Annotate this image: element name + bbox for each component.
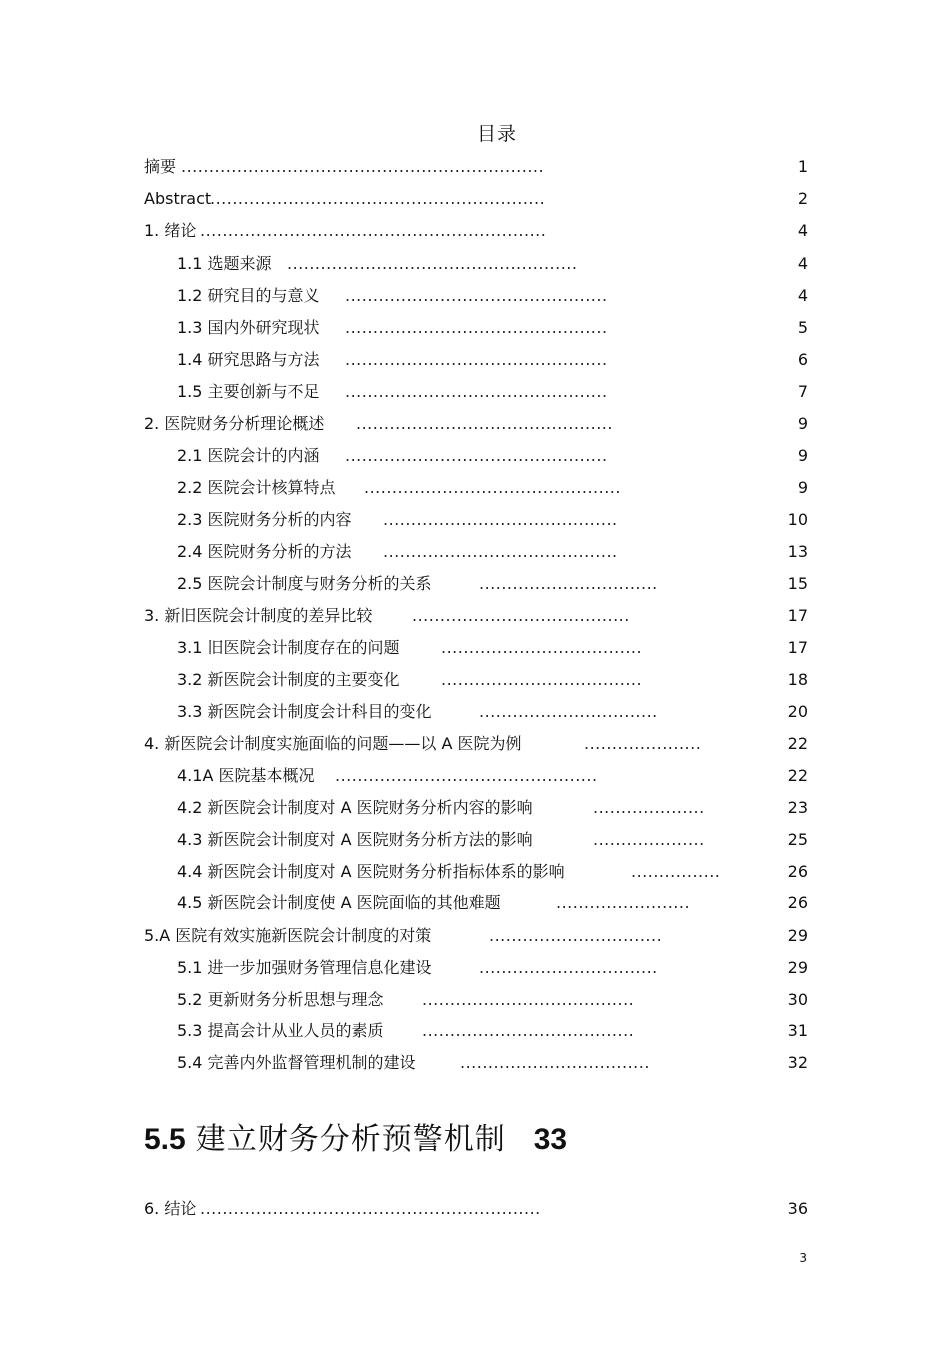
toc-entry-title: 4.2 新医院会计制度对 A 医院财务分析内容的影响 — [177, 798, 533, 817]
toc-entry-title: 6. 结论 — [144, 1199, 197, 1218]
toc-entry-page: 9 — [797, 414, 808, 433]
toc-entry-title: 2.2 医院会计核算特点 — [177, 478, 336, 497]
toc-entry[interactable] — [177, 252, 808, 276]
toc-entry-title: 2. 医院财务分析理论概述 — [144, 414, 325, 433]
toc-entry[interactable] — [177, 764, 808, 788]
toc-entry[interactable] — [177, 508, 808, 532]
toc-entry-page: 31 — [787, 1021, 808, 1040]
toc-title: 目录 — [476, 123, 517, 145]
toc-entry-page: 36 — [787, 1199, 808, 1218]
toc-entry[interactable] — [177, 444, 808, 468]
toc-leader-dots: ........................ — [556, 893, 691, 912]
toc-entry[interactable] — [177, 572, 808, 596]
toc-entry-title: 1.3 国内外研究现状 — [177, 318, 320, 337]
toc-entry[interactable] — [177, 284, 808, 308]
toc-entry-title: 4.5 新医院会计制度使 A 医院面临的其他难题 — [177, 893, 501, 912]
toc-leader-dots: ............................................... — [345, 382, 608, 401]
toc-entry-page: 29 — [787, 926, 808, 945]
toc-entry-title: 5.3 提高会计从业人员的素质 — [177, 1021, 384, 1040]
toc-leader-dots: .......................................... — [383, 510, 618, 529]
toc-entry[interactable] — [144, 155, 808, 179]
toc-entry-page: 10 — [787, 510, 808, 529]
toc-entry-title: 2.3 医院财务分析的内容 — [177, 510, 352, 529]
toc-entry-page: 20 — [787, 702, 808, 721]
toc-entry-page: 29 — [787, 958, 808, 977]
toc-entry-page: 4 — [797, 221, 808, 240]
toc-entry-title: 1.2 研究目的与意义 — [177, 286, 320, 305]
toc-leader-dots: ............................................................. — [200, 1199, 541, 1218]
toc-entry-title: 2.4 医院财务分析的方法 — [177, 542, 352, 561]
toc-leader-dots: .............................................. — [356, 414, 613, 433]
toc-entry-page: 23 — [787, 798, 808, 817]
toc-entry[interactable] — [177, 316, 808, 340]
toc-entry-title: 2.1 医院会计的内涵 — [177, 446, 320, 465]
toc-entry-title: 4. 新医院会计制度实施面临的问题——以 A 医院为例 — [144, 734, 522, 753]
toc-entry-page: 5 — [797, 318, 808, 337]
toc-leader-dots: ............................................... — [345, 286, 608, 305]
toc-leader-dots: ................ — [631, 862, 721, 881]
toc-entry-number: 5.5 — [144, 1123, 186, 1156]
toc-entry[interactable] — [177, 348, 808, 372]
toc-entry-page: 32 — [787, 1053, 808, 1072]
toc-entry-page: 9 — [797, 446, 808, 465]
toc-entry[interactable] — [177, 476, 808, 500]
toc-entry[interactable] — [144, 412, 808, 436]
toc-leader-dots: .................................................... — [287, 254, 578, 273]
toc-entry-page: 26 — [787, 862, 808, 881]
toc-entry[interactable] — [144, 219, 808, 243]
toc-entry-title: 2.5 医院会计制度与财务分析的关系 — [177, 574, 432, 593]
toc-entry-page: 6 — [797, 350, 808, 369]
toc-entry-page: 26 — [787, 893, 808, 912]
toc-entry-title: Abstract — [144, 189, 212, 208]
toc-entry-page: 22 — [787, 734, 808, 753]
toc-leader-dots: ..................... — [584, 734, 702, 753]
toc-entry-page: 25 — [787, 830, 808, 849]
toc-leader-dots: ............................... — [489, 926, 663, 945]
toc-entry[interactable] — [177, 956, 808, 980]
toc-entry-page: 18 — [787, 670, 808, 689]
toc-entry[interactable] — [144, 187, 808, 211]
toc-leader-dots: .................................... — [441, 670, 643, 689]
toc-leader-dots: ................................ — [479, 958, 658, 977]
toc-leader-dots: .......................................... — [383, 542, 618, 561]
toc-entry[interactable] — [144, 732, 808, 756]
toc-entry-title: 1.1 选题来源 — [177, 254, 272, 273]
toc-leader-dots: ................................ — [479, 702, 658, 721]
toc-entry-page: 13 — [787, 542, 808, 561]
toc-entry-page: 15 — [787, 574, 808, 593]
toc-entry-title: 5.1 进一步加强财务管理信息化建设 — [177, 958, 432, 977]
toc-leader-dots: ............................................... — [345, 318, 608, 337]
toc-leader-dots: .................... — [593, 830, 705, 849]
toc-entry-title: 1. 绪论 — [144, 221, 197, 240]
toc-leader-dots: .................................. — [460, 1053, 650, 1072]
toc-leader-dots: .................... — [593, 798, 705, 817]
toc-entry-title: 1.5 主要创新与不足 — [177, 382, 320, 401]
toc-entry-page: 30 — [787, 990, 808, 1009]
toc-entry[interactable] — [144, 604, 808, 628]
toc-entry-title: 3.3 新医院会计制度会计科目的变化 — [177, 702, 432, 721]
toc-leader-dots: ...................................... — [422, 990, 635, 1009]
toc-leader-dots: ................................ — [479, 574, 658, 593]
toc-leader-dots: ................................................................. — [181, 157, 545, 176]
toc-entry[interactable] — [177, 988, 808, 1012]
toc-entry[interactable] — [177, 700, 808, 724]
toc-entry-5-5-large[interactable] — [144, 1118, 567, 1162]
toc-entry[interactable] — [177, 380, 808, 404]
toc-leader-dots: ....................................... — [412, 606, 630, 625]
toc-leader-dots: ............................................................ — [210, 189, 546, 208]
toc-entry-page: 17 — [787, 638, 808, 657]
toc-entry[interactable] — [177, 540, 808, 564]
toc-entry[interactable] — [177, 796, 808, 820]
toc-entry-page: 2 — [797, 189, 808, 208]
toc-entry-page: 4 — [797, 286, 808, 305]
toc-leader-dots: .............................................................. — [200, 221, 547, 240]
toc-entry-title: 5.2 更新财务分析思想与理念 — [177, 990, 384, 1009]
toc-entry-page: 7 — [797, 382, 808, 401]
toc-entry-page: 33 — [533, 1123, 568, 1156]
toc-entry-conclusion[interactable] — [144, 1197, 808, 1221]
toc-leader-dots: ...................................... — [422, 1021, 635, 1040]
toc-leader-dots: .................................... — [441, 638, 643, 657]
toc-entry-page: 22 — [787, 766, 808, 785]
toc-entry-page: 17 — [787, 606, 808, 625]
toc-leader-dots: .............................................. — [364, 478, 621, 497]
toc-entry[interactable] — [177, 860, 808, 884]
toc-entry-title: 3. 新旧医院会计制度的差异比较 — [144, 606, 373, 625]
toc-leader-dots: ............................................... — [335, 766, 598, 785]
toc-entry-title: 5.4 完善内外监督管理机制的建设 — [177, 1053, 416, 1072]
toc-entry-title: 建立财务分析预警机制 — [195, 1122, 506, 1157]
toc-entry-title: 3.1 旧医院会计制度存在的问题 — [177, 638, 400, 657]
toc-entry[interactable] — [177, 1019, 808, 1043]
toc-entry[interactable] — [177, 891, 808, 915]
toc-entry-title: 摘要 — [144, 157, 177, 176]
toc-entry-page: 9 — [797, 478, 808, 497]
toc-entry[interactable] — [177, 1051, 808, 1075]
toc-entry-title: 4.4 新医院会计制度对 A 医院财务分析指标体系的影响 — [177, 862, 565, 881]
page-number: 3 — [799, 1251, 807, 1265]
toc-entry[interactable] — [144, 924, 808, 948]
toc-entry-title: 3.2 新医院会计制度的主要变化 — [177, 670, 400, 689]
toc-entry[interactable] — [177, 828, 808, 852]
toc-entry-page: 4 — [797, 254, 808, 273]
toc-entry-title: 1.4 研究思路与方法 — [177, 350, 320, 369]
toc-entry-title: 4.1A 医院基本概况 — [177, 766, 315, 785]
toc-leader-dots: ............................................... — [345, 350, 608, 369]
toc-entry[interactable] — [177, 668, 808, 692]
toc-leader-dots: ............................................... — [345, 446, 608, 465]
toc-entry-page: 1 — [797, 157, 808, 176]
toc-entry-title: 5.A 医院有效实施新医院会计制度的对策 — [144, 926, 432, 945]
toc-entry-title: 4.3 新医院会计制度对 A 医院财务分析方法的影响 — [177, 830, 533, 849]
toc-entry[interactable] — [177, 636, 808, 660]
